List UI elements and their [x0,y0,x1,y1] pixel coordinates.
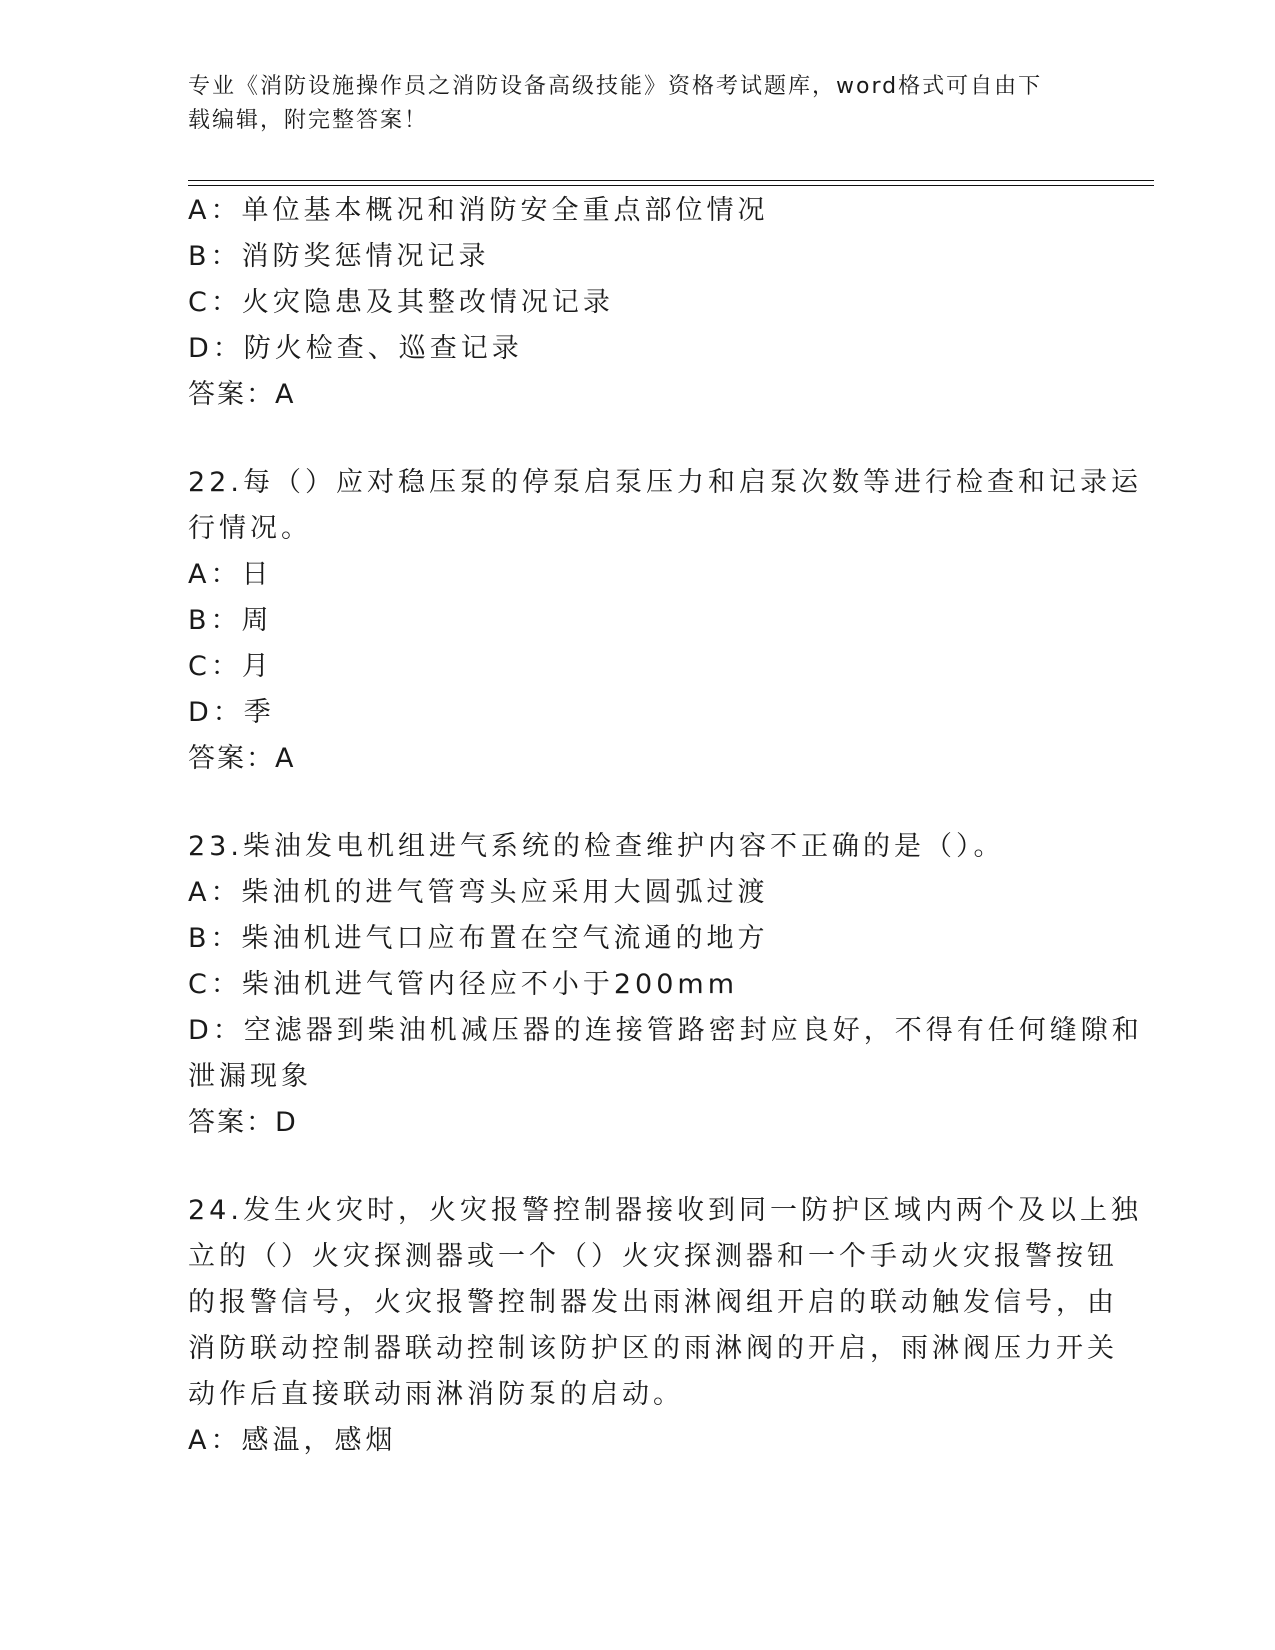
answer-label: 答案：A [188,743,296,774]
option-b: B：周 [188,605,273,636]
option-c: C：火灾隐患及其整改情况记录 [188,287,614,318]
question-23 [188,824,1143,1146]
question-stem-line: 的报警信号，火灾报警控制器发出雨淋阀组开启的联动触发信号，由 [188,1287,1118,1318]
spacer [188,782,1088,824]
option-a: A：柴油机的进气管弯头应采用大圆弧过渡 [188,877,769,908]
question-21-continued [188,188,1088,418]
question-stem-line: 消防联动控制器联动控制该防护区的雨淋阀的开启，雨淋阀压力开关 [188,1333,1118,1364]
option-d-continued: 泄漏现象 [188,1061,312,1092]
question-stem-line: 行情况。 [188,513,312,544]
header-line-2: 载编辑，附完整答案！ [188,108,429,133]
option-d: D：季 [188,697,275,728]
header-divider-top [188,180,1154,181]
option-c: C：月 [188,651,273,682]
question-stem-line: 22.每（）应对稳压泵的停泵启泵压力和启泵次数等进行检查和记录运 [188,467,1142,498]
option-a: A：感温，感烟 [188,1425,397,1456]
header-divider-bottom [188,185,1154,186]
question-content [188,188,1143,1464]
question-22 [188,460,1142,782]
option-a: A：单位基本概况和消防安全重点部位情况 [188,195,769,226]
question-24 [188,1188,1142,1464]
spacer [188,418,1088,460]
question-stem-line: 立的（）火灾探测器或一个（）火灾探测器和一个手动火灾报警按钮 [188,1241,1118,1272]
option-c: C：柴油机进气管内径应不小于200mm [188,969,738,1000]
answer-label: 答案：A [188,379,296,410]
option-a: A：日 [188,559,273,590]
question-stem-line: 24.发生火灾时，火灾报警控制器接收到同一防护区域内两个及以上独 [188,1195,1142,1226]
question-stem-line: 动作后直接联动雨淋消防泵的启动。 [188,1379,684,1410]
question-stem-line: 23.柴油发电机组进气系统的检查维护内容不正确的是（）。 [188,831,1005,862]
header-line-1: 专业《消防设施操作员之消防设备高级技能》资格考试题库，word格式可自由下 [188,74,1043,99]
answer-label: 答案：D [188,1107,298,1138]
option-d: D：防火检查、巡查记录 [188,333,523,364]
option-d: D：空滤器到柴油机减压器的连接管路密封应良好，不得有任何缝隙和 [188,1015,1143,1046]
option-b: B：消防奖惩情况记录 [188,241,490,272]
page-header [188,70,1088,138]
option-b: B：柴油机进气口应布置在空气流通的地方 [188,923,769,954]
spacer [188,1146,1088,1188]
